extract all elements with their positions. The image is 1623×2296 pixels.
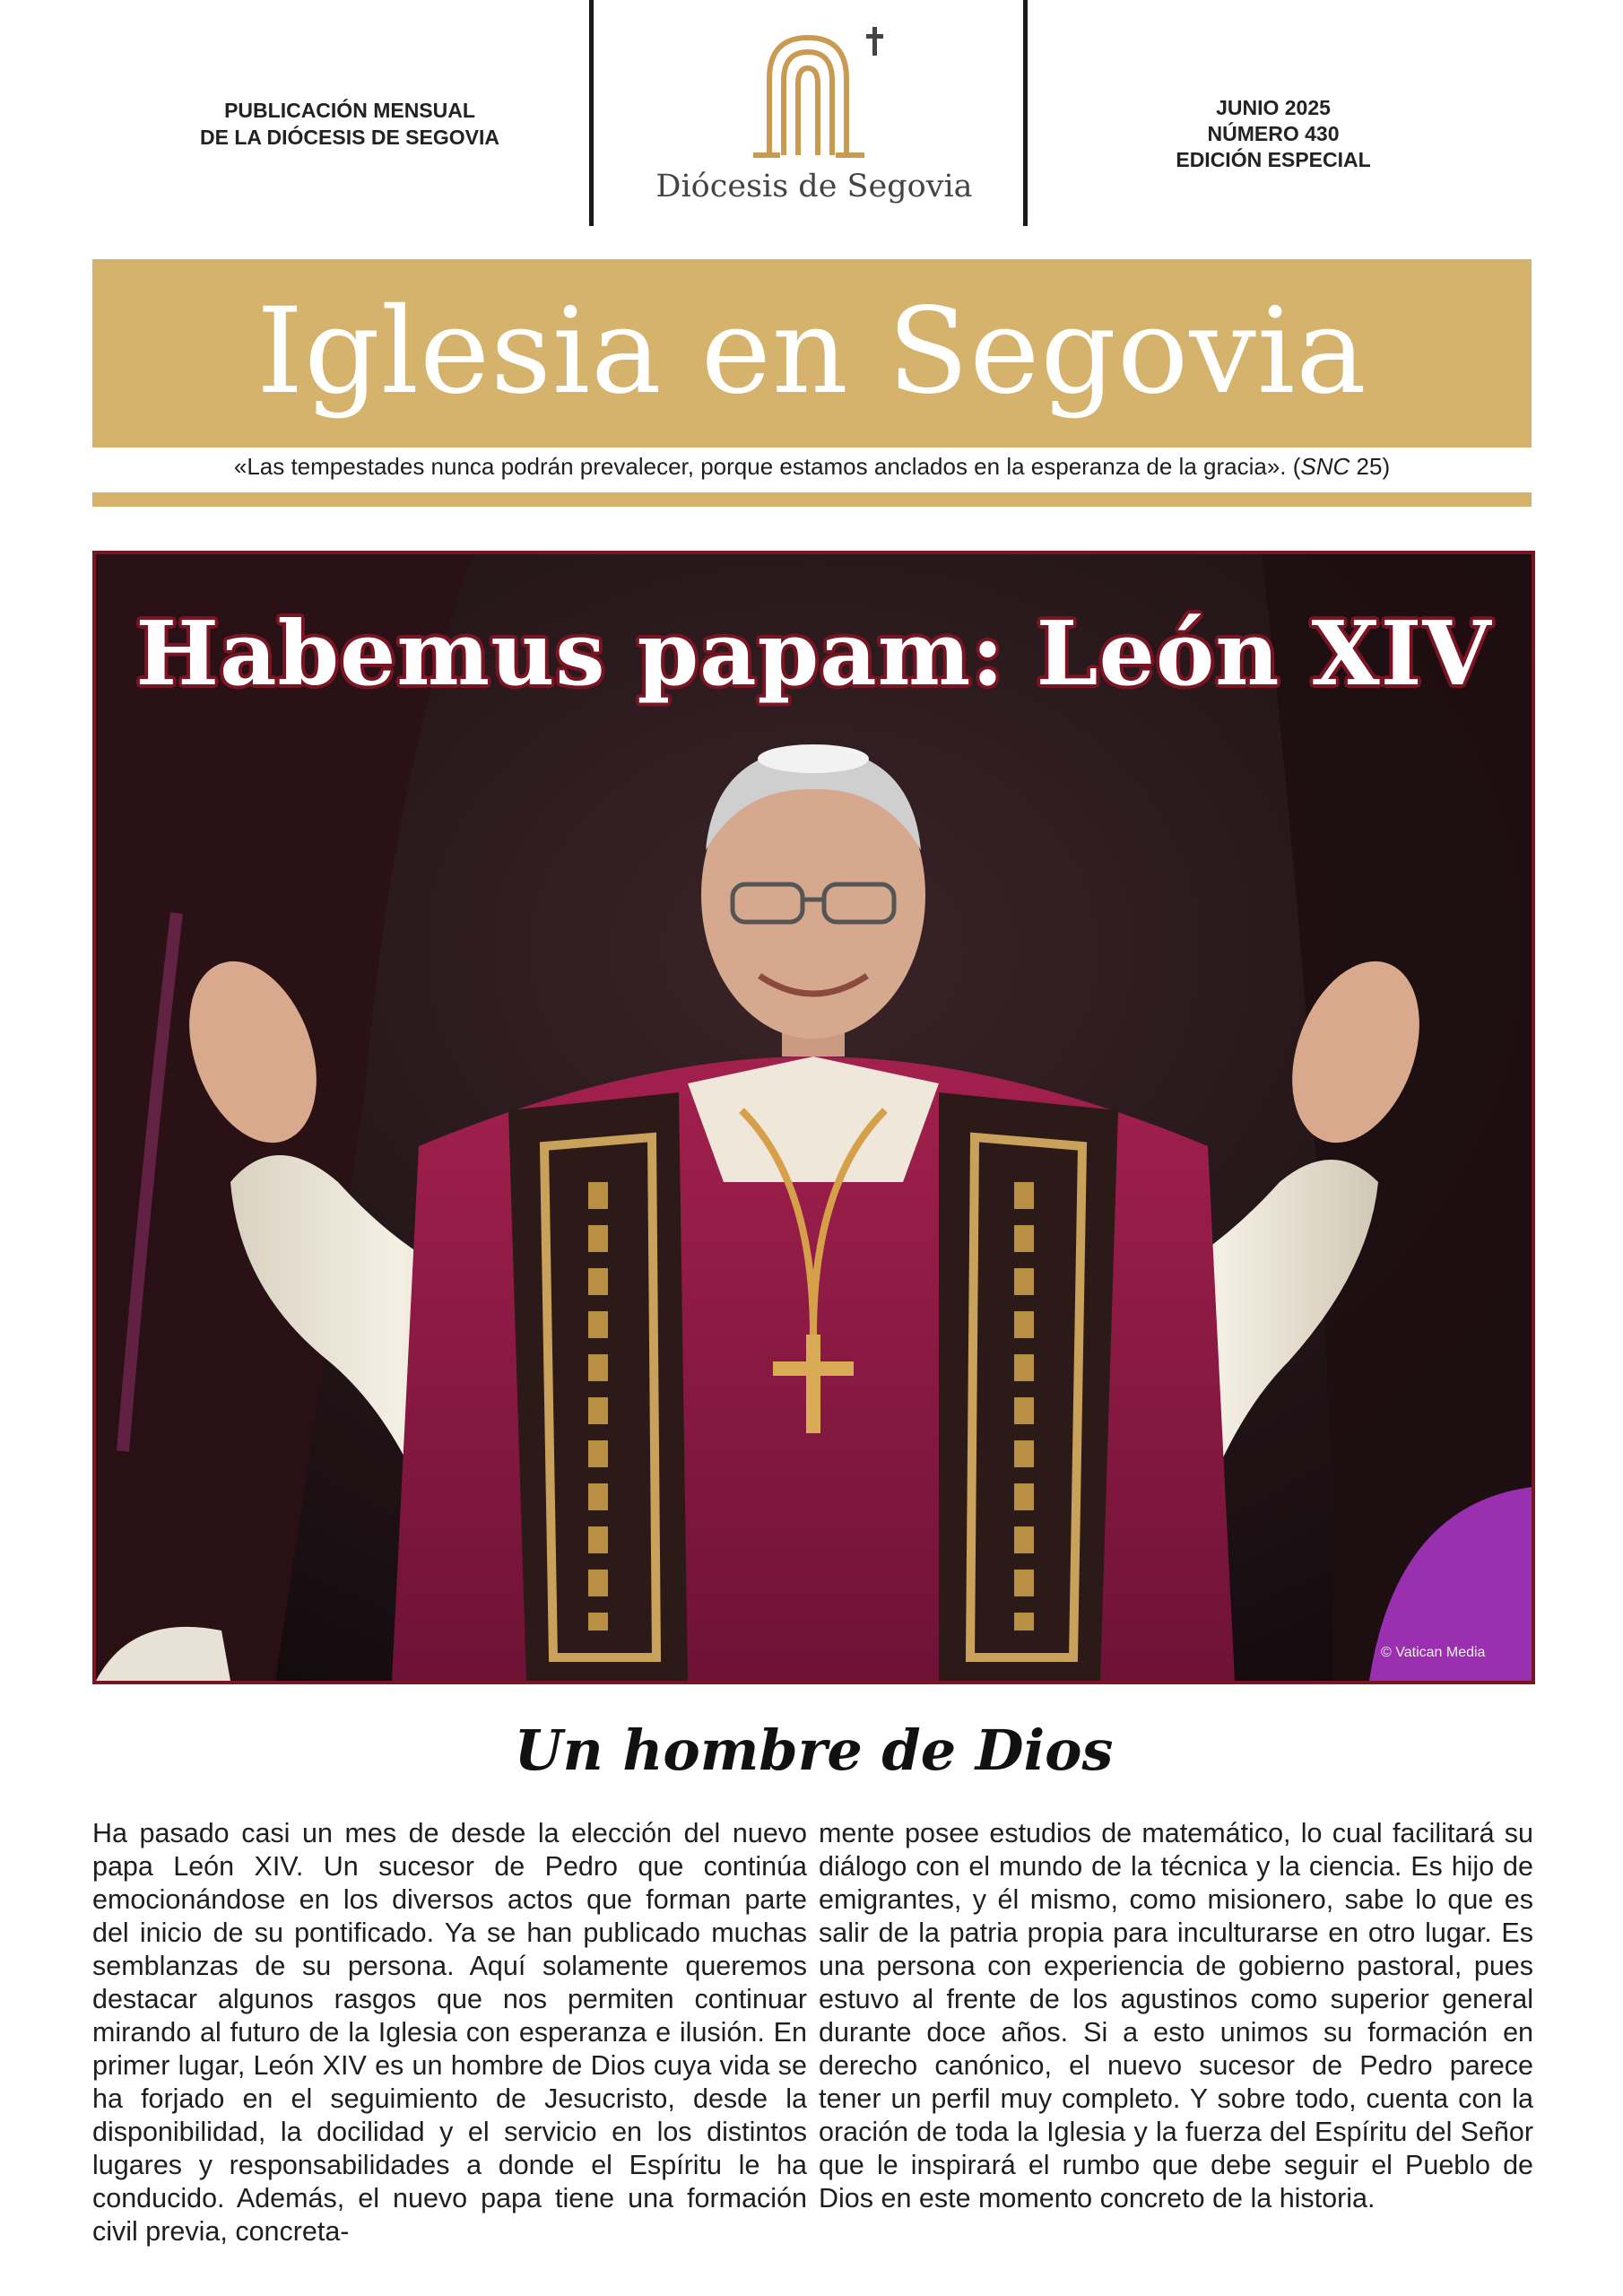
publication-info — [135, 97, 565, 151]
diocese-logo-icon — [750, 25, 902, 160]
masthead-title: Iglesia en Segovia — [256, 283, 1367, 421]
motto-citation: SNC — [1300, 453, 1350, 480]
issue-info — [1121, 95, 1426, 173]
diocese-name: Diócesis de Segovia — [655, 169, 973, 204]
photo-credit: © Vatican Media — [1381, 1645, 1486, 1660]
issue-edition: EDICIÓN ESPECIAL — [1176, 148, 1371, 171]
header-divider-left — [589, 0, 594, 226]
cover-photo — [92, 551, 1535, 1684]
issue-date: JUNIO 2025 — [1216, 96, 1331, 119]
motto-end: 25) — [1350, 453, 1391, 480]
article-column-right: mente posee estudios de matemático, lo cual facilitará su diálogo con el mundo de la técnica y la ciencia. Es hijo de emigrantes, y él mismo, como misionero, sabe lo que es salir de la patria propia para inculturarse en otro lugar. Es una persona con experiencia de gobierno pastoral, pues estuvo al frente de los agustinos como superior general durante doce años. Si a esto unimos su formación en derecho canónico, el nuevo sucesor de Pedro parece tener un perfil muy completo. Y sobre todo, cuenta con la oración de toda la Iglesia y la fuerza del Espíritu del Señor que le inspirará el rumbo que debe seguir el Pueblo de Dios en este momento concreto de la historia. — [819, 1818, 1533, 2213]
article-column-left: Ha pasado casi un mes de desde la elección del nuevo papa León XIV. Un sucesor de Pedro que continúa emocionándose en los diversos actos que forman parte del inicio de su pontificado. Ya se han publicado muchas semblanzas de su persona. Aquí solamente queremos destacar algunos rasgos que nos permiten continuar mirando al futuro de la Iglesia con esperanza e ilusión. En primer lugar, León XIV es un hombre de Dios cuya vida se ha forjado en el seguimiento de Jesucristo, desde la disponibilidad, la docilidad y el servicio en los distintos lugares y responsabilidades a donde el Espíritu le ha conducido. Además, el nuevo papa tiene una formación civil previa, concreta- — [92, 1818, 807, 2247]
masthead-rule — [92, 492, 1532, 507]
issue-number: NÚMERO 430 — [1207, 122, 1340, 145]
publication-frequency: PUBLICACIÓN MENSUAL — [224, 99, 475, 122]
masthead-motto — [92, 453, 1532, 481]
publication-diocese: DE LA DIÓCESIS DE SEGOVIA — [200, 126, 499, 149]
motto-text: «Las tempestades nunca podrán prevalecer, porque estamos anclados en la esperanza de la gracia». ( — [233, 453, 1301, 480]
cover-headline: Habemus papam: León XIV — [135, 603, 1492, 706]
article-title: Un hombre de Dios — [514, 1718, 1114, 1783]
